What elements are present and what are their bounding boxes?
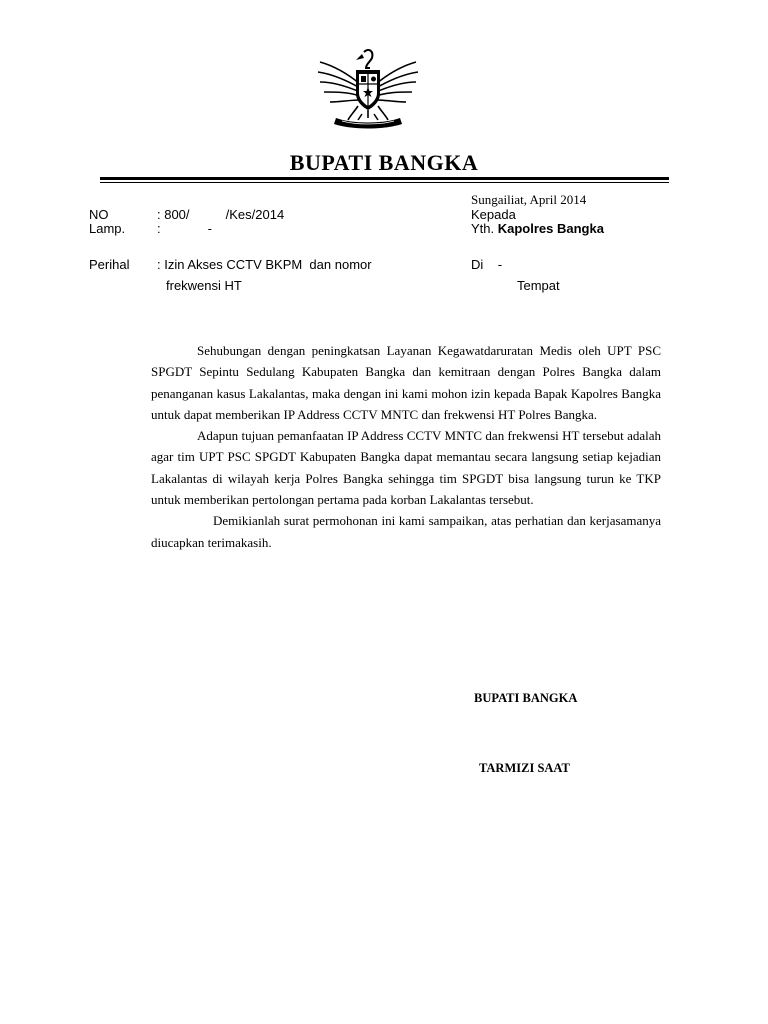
body-paragraph-2: Adapun tujuan pemanfaatan IP Address CCTV MNTC dan frekwensi HT tersebut adalah agar tim UPT PSC SPGDT Kabupaten Bangka dapat memantau secara langsung setiap kejadian Lakalantas di wilayah kerja Polres Bangka sehingga tim SPGDT bisa langsung turun ke TKP untuk memberikan pertolongan pertama pada korban Lakalantas tersebut. <box>151 428 661 508</box>
recipient-name: Kapolres Bangka <box>497 221 604 236</box>
di-label: Di - <box>471 257 503 272</box>
garuda-emblem <box>312 44 424 132</box>
lamp-value: : - <box>157 221 212 236</box>
perihal-value-line1: : Izin Akses CCTV BKPM dan nomor <box>157 257 372 272</box>
kepada-label: Kepada <box>471 207 516 222</box>
letter-body <box>151 340 661 553</box>
lamp-label: Lamp. <box>89 221 126 236</box>
no-value: : 800/ /Kes/2014 <box>157 207 285 222</box>
tempat-label: Tempat <box>517 278 560 293</box>
recipient-line <box>471 221 604 236</box>
no-label: NO <box>89 207 109 222</box>
letterhead-title: BUPATI BANGKA <box>289 150 479 175</box>
header-rule-thick <box>100 177 669 180</box>
body-paragraph-3: Demikianlah surat permohonan ini kami sampaikan, atas perhatian dan kerjasamanya diucapkan terimakasih. <box>151 513 661 550</box>
perihal-label: Perihal <box>89 257 130 272</box>
header-rule-thin <box>100 182 669 183</box>
place-date: Sungailiat, April 2014 <box>471 192 587 207</box>
yth-prefix: Yth. <box>471 221 495 236</box>
perihal-value-line2: frekwensi HT <box>166 278 242 293</box>
signature-name: TARMIZI SAAT <box>479 761 570 775</box>
signature-title: BUPATI BANGKA <box>474 691 578 705</box>
body-paragraph-1: Sehubungan dengan peningkatsan Layanan Kegawatdaruratan Medis oleh UPT PSC SPGDT Sepintu Sedulang Kabupaten Bangka dan kemitraan dengan Polres Bangka dalam penanganan kasus Lakalantas, maka dengan ini kami mohon izin kepada Bapak Kapolres Bangka untuk dapat memberikan IP Address CCTV MNTC dan frekwensi HT Polres Bangka. <box>151 343 661 422</box>
